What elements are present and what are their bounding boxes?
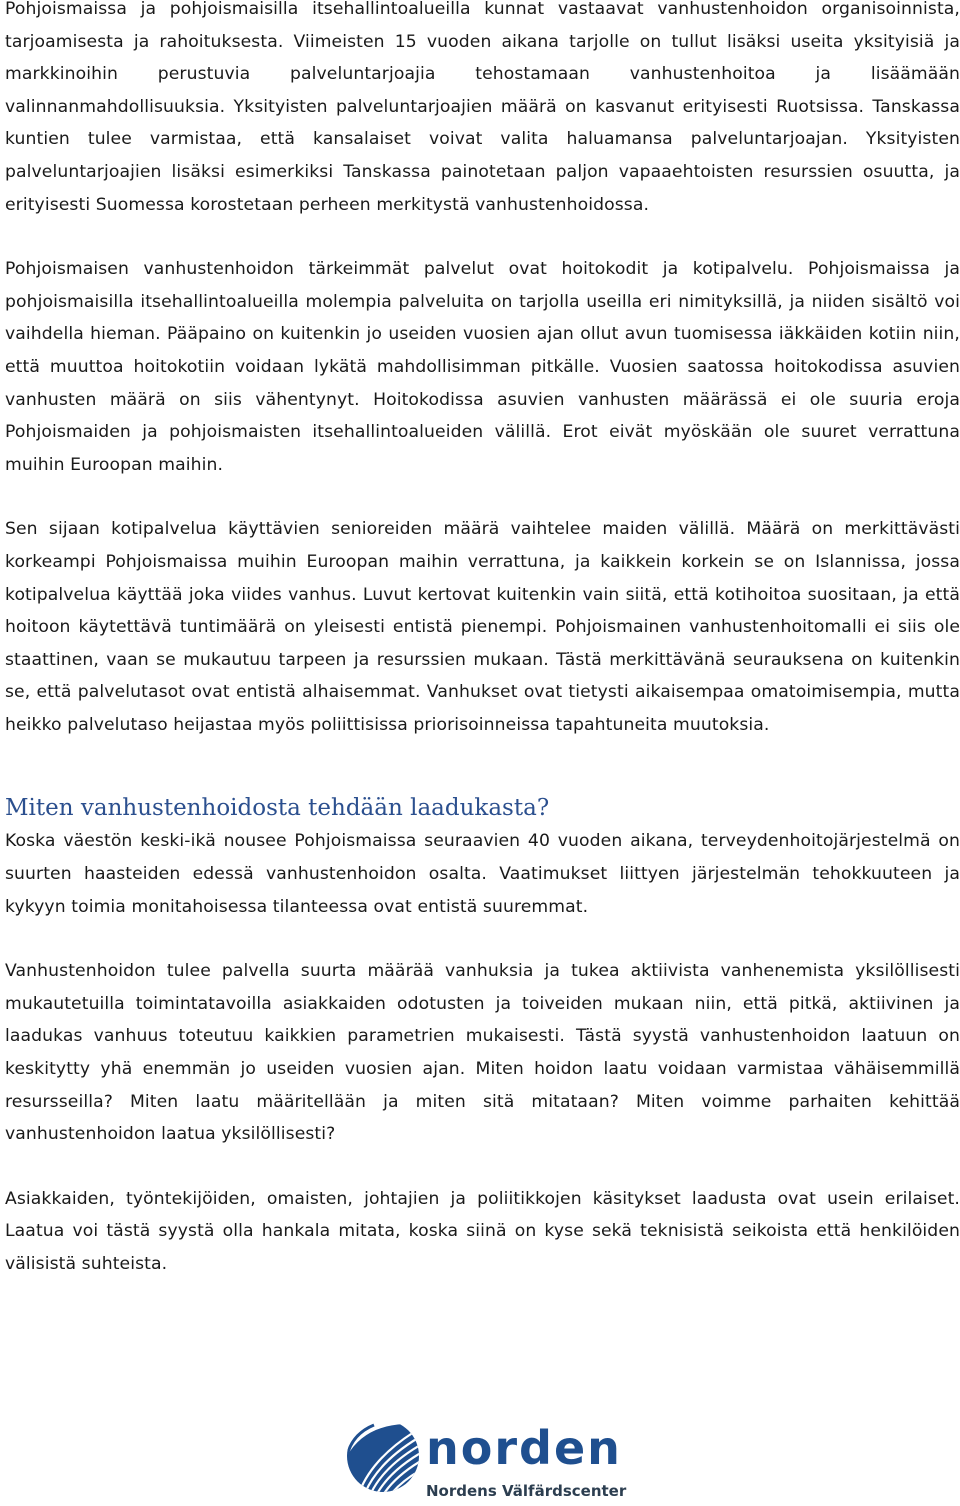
- paragraph-home-care: Sen sijaan kotipalvelua käyttävien senioreiden määrä vaihtelee maiden välillä. Määrä on merkittävästi korkeampi Pohjoismaissa muihin Euroopan maihin verrattuna, ja kaikkein korkein se on Islannissa, jossa kotipalvelua käyttää joka viides vanhus. Luvut kertovat kuitenkin vain siitä, että kotihoitoa suositaan, ja että hoitoon käytettävä tuntimäärä on yleisesti entistä pienempi. Pohjoismainen vanhustenhoitomalli ei siis ole staattinen, vaan se mukautuu tarpeen ja resurssien mukaan. Tästä merkittävänä seurauksena on kuitenkin se, että palvelutasot ovat entistä alhaisemmat. Vanhukset ovat tietysti aikaisempaa omatoimisempia, mutta heikko palvelutaso heijastaa myös poliittisissa priorisoinneissa tapahtuneita muutoksia.: [5, 519, 960, 735]
- norden-logo: [344, 1416, 629, 1506]
- paragraph-challenges: Koska väestön keski-ikä nousee Pohjoismaissa seuraavien 40 vuoden aikana, terveydenhoitojärjestelmä on suurten haasteiden edessä vanhustenhoidon osalta. Vaatimukset liittyen järjestelmän tehokkuuteen ja kykyyn toimia monitahoisessa tilanteessa ovat entistä suuremmat.: [5, 831, 960, 917]
- paragraph-main-services: Pohjoismaisen vanhustenhoidon tärkeimmät palvelut ovat hoitokodit ja kotipalvelu. Pohjoismaissa ja pohjoismaisilla itsehallintoalueilla molempia palveluita on tarjolla useilla eri nimityksillä, ja niiden sisältö voi vaihdella hieman. Pääpaino on kuitenkin jo useiden vuosien ajan ollut avun tuomisessa iäkkäiden kotiin niin, että muuttoa hoitokotiin voidaan lykätä mahdollisimman pitkälle. Vuosien saatossa hoitokodissa asuvien vanhusten määrä on siis vähentynyt. Hoitokodissa asuvien vanhusten määrässä ei ole suuria eroja Pohjoismaiden ja pohjoismaisten itsehallintoalueiden välillä. Erot eivät myöskään ole suuret verrattuna muihin Euroopan maihin.: [5, 259, 960, 475]
- document-body: [5, 0, 960, 1281]
- wordmark-text: norden: [426, 1428, 622, 1472]
- norden-wordmark: [426, 1428, 626, 1476]
- logo-caption: Nordens Välfärdscenter: [426, 1482, 627, 1500]
- section-heading: Miten vanhustenhoidosta tehdään laadukasta?: [5, 795, 550, 822]
- paragraph-quality-focus: Vanhustenhoidon tulee palvella suurta määrää vanhuksia ja tukea aktiivista vanhenemista yksilöllisesti mukautetuilla toimintatavoilla asiakkaiden odotusten ja toiveiden mukaan niin, että pitkä, aktiivinen ja laadukas vanhuus toteutuu kaikkien parametrien mukaisesti. Tästä syystä vanhustenhoidon laatuun on keskitytty yhä enemmän jo useiden vuosien ajan. Miten hoidon laatu voidaan varmistaa vähäisemmillä resursseilla? Miten laatu määritellään ja miten sitä mitataan? Miten voimme parhaiten kehittää vanhustenhoidon laatua yksilöllisesti?: [5, 961, 960, 1145]
- paragraph-service-providers: Pohjoismaissa ja pohjoismaisilla itsehallintoalueilla kunnat vastaavat vanhustenhoidon organisoinnista, tarjoamisesta ja rahoituksesta. Viimeisten 15 vuoden aikana tarjolle on tullut lisäksi useita yksityisiä ja markkinoihin perustuvia palveluntarjoajia tehostamaan vanhustenhoitoa ja lisäämään valinnanmahdollisuuksia. Yksityisten palveluntarjoajien määrä on kasvanut erityisesti Ruotsissa. Tanskassa kuntien tulee varmistaa, että kansalaiset voivat valita haluamansa palveluntarjoajan. Yksityisten palveluntarjoajien lisäksi esimerkiksi Tanskassa painotetaan paljon vapaaehtoisten resurssien osuutta, ja erityisesti Suomessa korostetaan perheen merkitystä vanhustenhoidossa.: [5, 0, 960, 215]
- norden-swan-icon: [344, 1416, 422, 1500]
- paragraph-quality-perceptions: Asiakkaiden, työntekijöiden, omaisten, johtajien ja poliitikkojen käsitykset laadusta ovat usein erilaiset. Laatua voi tästä syystä olla hankala mitata, koska siinä on kyse sekä teknisistä seikoista että henkilöiden välisistä suhteista.: [5, 1188, 960, 1274]
